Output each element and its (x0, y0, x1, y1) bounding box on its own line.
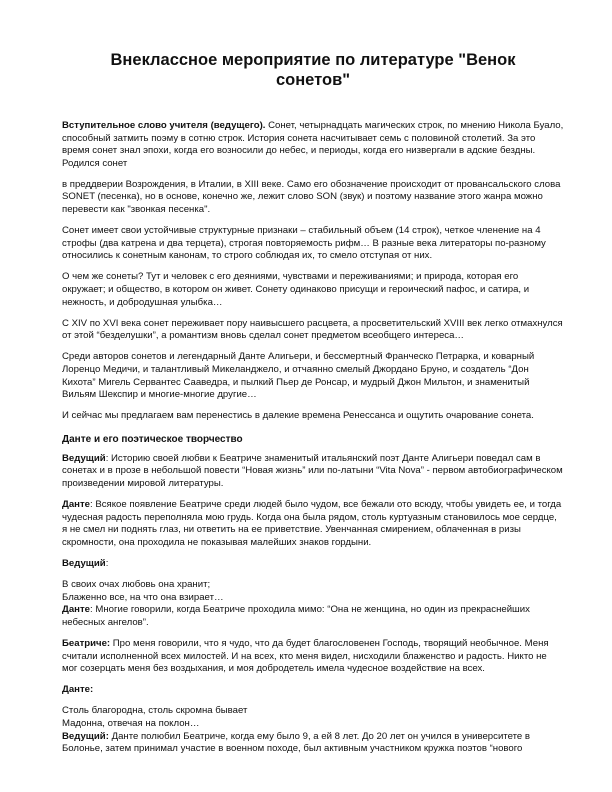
speech-dante-2 (62, 604, 564, 629)
document-title: Внеклассное мероприятие по литературе "Венок сонетов" (110, 51, 516, 89)
speech-dante-1 (62, 499, 564, 549)
speech-text: : Многие говорили, когда Беатриче проходила мимо: “Она не женщина, но один из прекраснейших небесных ангелов”. (62, 604, 530, 628)
speech-beatrice (62, 638, 564, 676)
poem-line: Блаженно все, на что она взирает… (62, 591, 224, 603)
paragraph-structure: Сонет имеет свои устойчивые структурные признаки – стабильный объем (14 строк), четкое членение на 4 строфы (два катрена и два терцета), строгая повторяемость рифм… В разные века литераторы по-разному относились к сонетным канонам, то строго соблюдая их, то смело отступая от них. (62, 225, 546, 262)
poem-line: В своих очах любовь она хранит; (62, 579, 211, 591)
speech-text: Про меня говорили, что я чудо, что да будет благословенен Господь, творящий необычное. Меня считали исполненной всех милостей. И на всех, кто меня видел, нисходили блаженство и радость. Никто не мог созерцать меня без воздыхания, и моя добродетель имела чудесное воздействие на всех. (62, 638, 549, 675)
speaker-label: Данте (62, 604, 90, 616)
speech-text: : (105, 558, 109, 570)
speech-presenter-2 (62, 558, 564, 571)
speaker-label: Ведущий: (62, 730, 109, 742)
speech-dante-3 (62, 684, 564, 697)
intro-paragraph (62, 120, 564, 170)
speaker-label: Ведущий (62, 452, 106, 464)
speaker-label: Данте (62, 499, 90, 511)
poem-line: Столь благородна, столь скромна бывает (62, 705, 248, 717)
paragraph-history: С XIV по XVI века сонет переживает пору наивысшего расцвета, а просветительский XVIII век легко отмахнулся от этой “безделушки”, а романтизм вновь сделал сонет предметом всеобщего интереса… (62, 317, 563, 342)
paragraph-themes: О чем же сонеты? Тут и человек с его деяниями, чувствами и переживаниями; и природа, которая его окружает; и общество, в котором он живет. Сонету одинаково присущи и героический пафос, и сатира, и нежность, и добродушная улыбка… (62, 271, 530, 308)
speech-presenter-1 (62, 453, 564, 491)
document-page (62, 50, 564, 764)
speaker-label: Данте: (62, 684, 94, 696)
speaker-label: Беатриче: (62, 638, 111, 649)
intro-lead: Вступительное слово учителя (ведущего). (62, 120, 266, 131)
speaker-label: Ведущий (62, 558, 106, 570)
paragraph-authors: Среди авторов сонетов и легендарный Данте Алигьери, и бессмертный Франческо Петрарка, и коварный Лоренцо Медичи, и талантливый Микеланджело, и отчаянно смелый Джордано Бруно, и создатель “Дон Кихота” Мигель Сервантес Сааведра, и пылкий Пьер де Ронсар, и мудрый Джон Мильтон, и знаменитый Вильям Шекспир и многие-многие другие… (62, 351, 535, 401)
paragraph-origin: в преддверии Возрождения, в Италии, в XIII веке. Само его обозначение происходит от провансальского слова SONET (песенка), но в основе, конечно же, лежит слово SON (звук) и поэтому название этого жанра можно перевести как "звонкая песенка". (62, 178, 561, 216)
section-heading: Данте и его поэтическое творчество (62, 433, 243, 445)
speech-text: : Всякое появление Беатриче среди людей было чудом, все бежали ото всюду, чтобы увидеть ее, и тогда чудесная радость переполняла мою грудь. Когда она была рядом, столь куртуазным становилось мое сердце, я не смел ни поднять глаз, ни ответить на ее приветствие. Увенчанная смирением, облаченная в ризы скромности, она проходила не показывая малейших знаков гордыни. (62, 499, 562, 548)
intro-text: Сонет, четырнадцать магических строк, по мнению Никола Буало, способный затмить поэму в сотню строк. История сонета насчитывает семь с половиной столетий. За это время сонет знал эпохи, когда его возносили до небес, и периоды, когда его низвергали в адские бездны. Родился сонет (62, 120, 564, 169)
paragraph-invitation: И сейчас мы предлагаем вам перенестись в далекие времена Ренессанса и ощутить очарование сонета. (62, 410, 534, 422)
speech-presenter-3 (62, 731, 564, 756)
speech-text: : Историю своей любви к Беатриче знаменитый итальянский поэт Данте Алигьери поведал сам в сонетах и в прозе в небольшой повести “Новая жизнь” или по-латыни “Vita Nova” - первом автобиографическом произведении мировой литературы. (62, 452, 563, 490)
speech-text: Данте полюбил Беатриче, когда ему было 9, а ей 8 лет. До 20 лет он учился в университете в Болонье, затем принимал участие в военном походе, был активным участником кружка поэтов “нового (62, 730, 530, 755)
poem-line: Мадонна, отвечая на поклон… (62, 717, 200, 729)
